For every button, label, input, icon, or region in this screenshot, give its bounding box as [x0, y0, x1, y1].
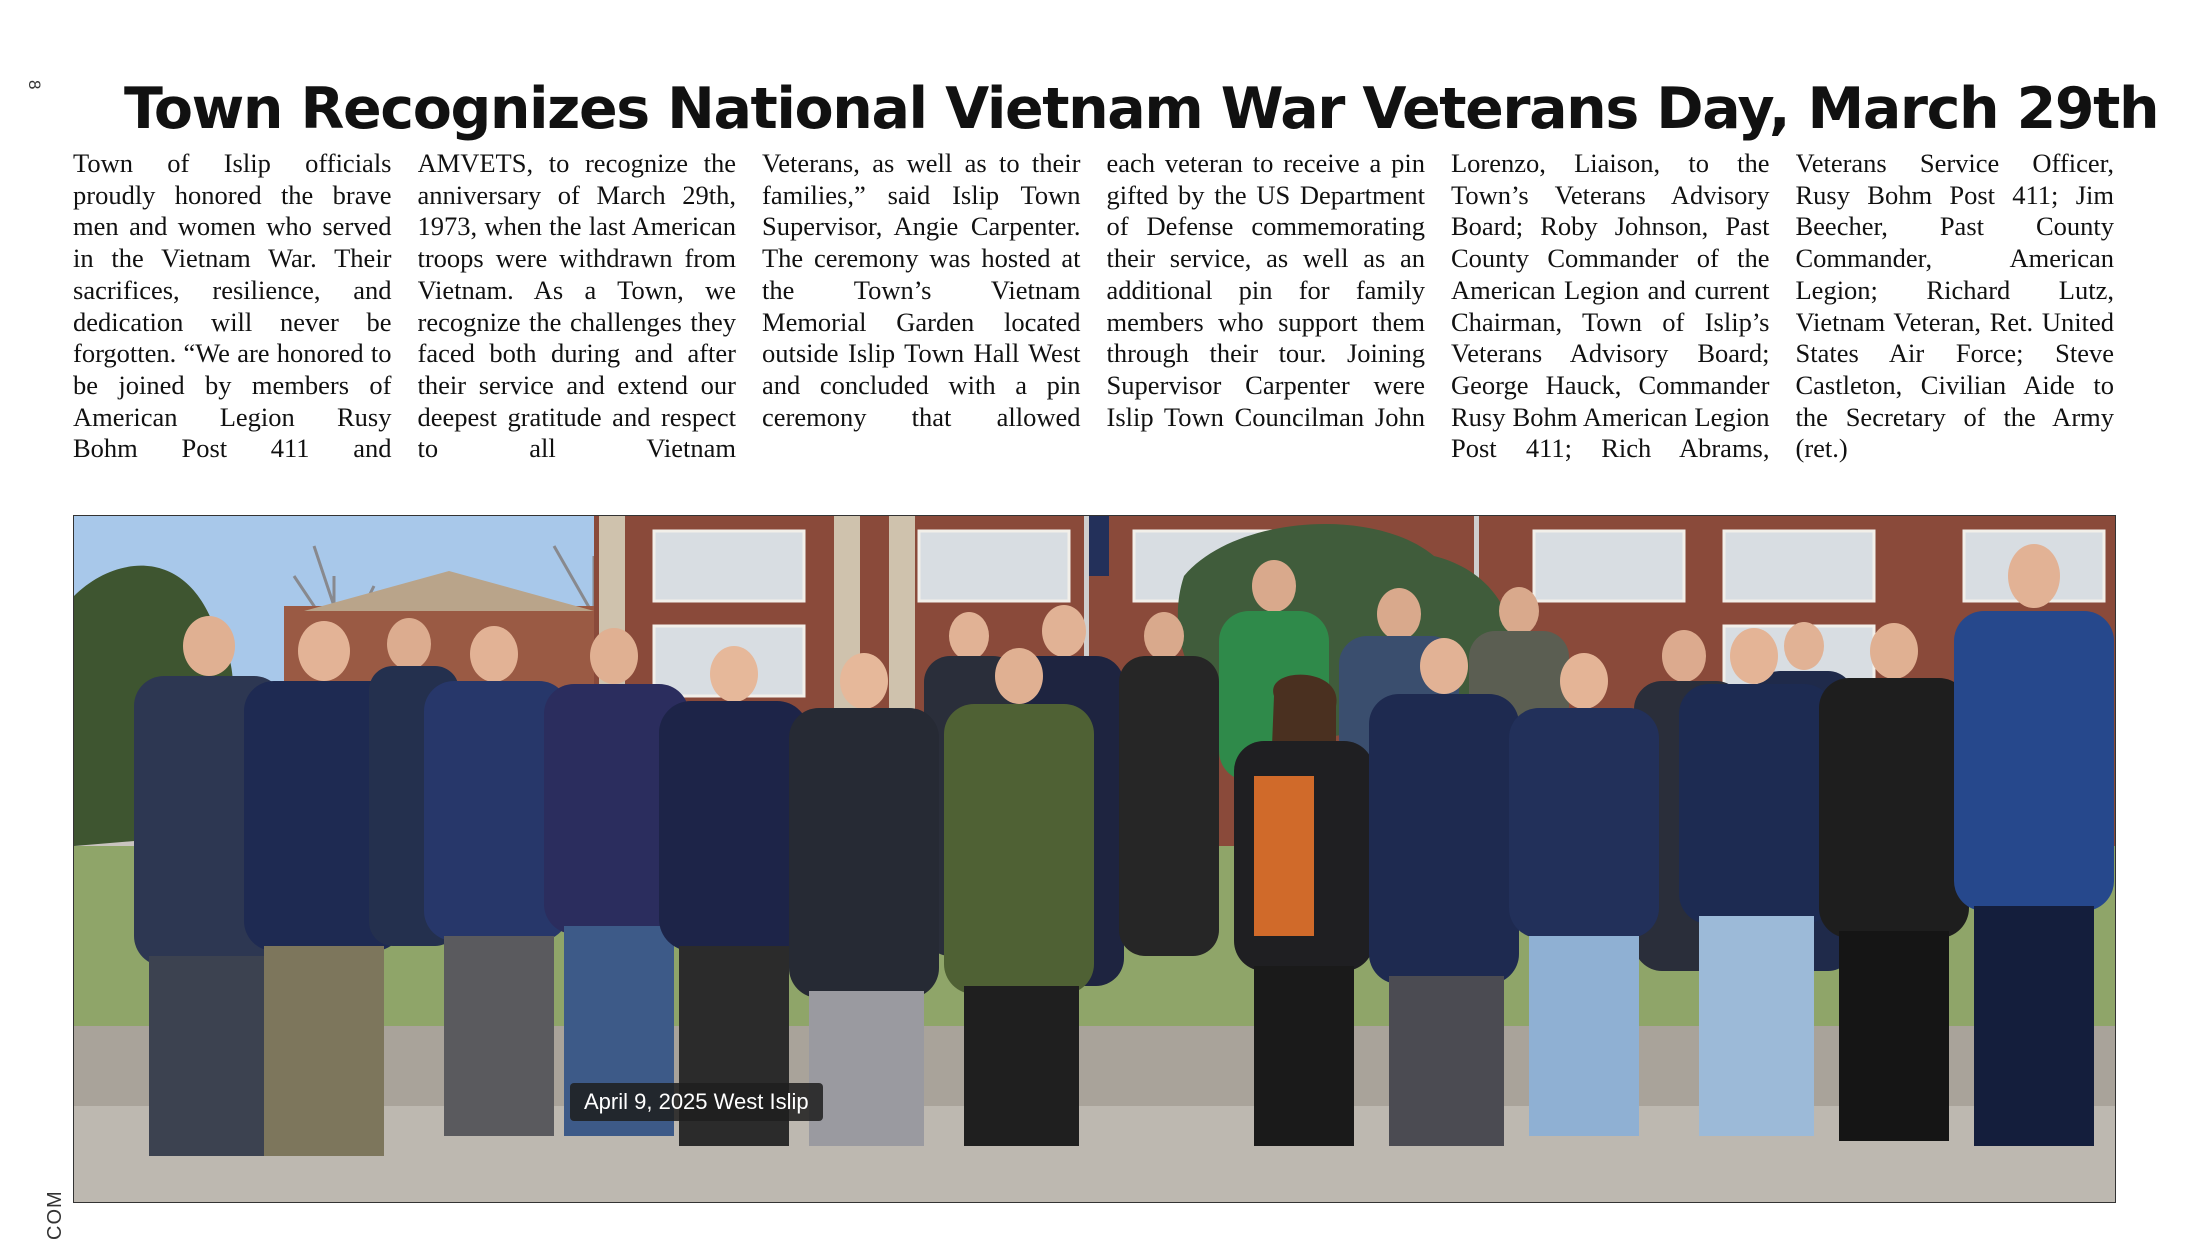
- photo-caption: April 9, 2025 West Islip: [570, 1083, 823, 1121]
- article-column-4: each veteran to receive a pin gifted by the US Department of Defense commemorating their service, as well as an additional pin for family members who support them through their tour. Joining Supervisor Carpenter were Islip Town Councilman John: [1106, 148, 1425, 432]
- article-column-5: Lorenzo, Liaison, to the Town’s Veterans Advisory Board; Roby Johnson, Past County Commander of the American Legion and current Chairman, Town of Islip’s Veterans Advisory Board; George Hauck, Commander Rusy Bohm American Legion Post 411; Rich Abrams,: [1451, 148, 1770, 464]
- article-column-1: Town of Islip officials proudly honored the brave men and women who served in the Vietnam War. Their sacrifices, resilience, and dedication will never be forgotten. “We are honored to be joined by members of American Legion Rusy Bohm Post 411 and: [73, 148, 392, 464]
- page-number: 8: [25, 80, 44, 90]
- article-body: [73, 148, 2114, 500]
- article-column-3: Veterans, as well as to their families,” said Islip Town Supervisor, Angie Carpenter. The ceremony was hosted at the Town’s Vietnam Memorial Garden located outside Islip Town Hall West and concluded with a pin ceremony that allowed: [762, 148, 1081, 432]
- article-headline: Town Recognizes National Vietnam War Veterans Day, March 29th: [124, 76, 2159, 142]
- article-column-2: AMVETS, to recognize the anniversary of March 29th, 1973, when the last American troops were withdrawn from Vietnam. As a Town, we recognize the challenges they faced both during and after their service and extend our deepest gratitude and respect to all Vietnam: [417, 148, 736, 464]
- group-photo: [73, 515, 2116, 1203]
- side-edge-text: COM: [44, 1190, 66, 1240]
- article-column-6: Veterans Service Officer, Rusy Bohm Post 411; Jim Beecher, Past County Commander, American Legion; Richard Lutz, Vietnam Veteran, Ret. United States Air Force; Steve Castleton, Civilian Aide to the Secretary of the Army (ret.): [1795, 148, 2114, 464]
